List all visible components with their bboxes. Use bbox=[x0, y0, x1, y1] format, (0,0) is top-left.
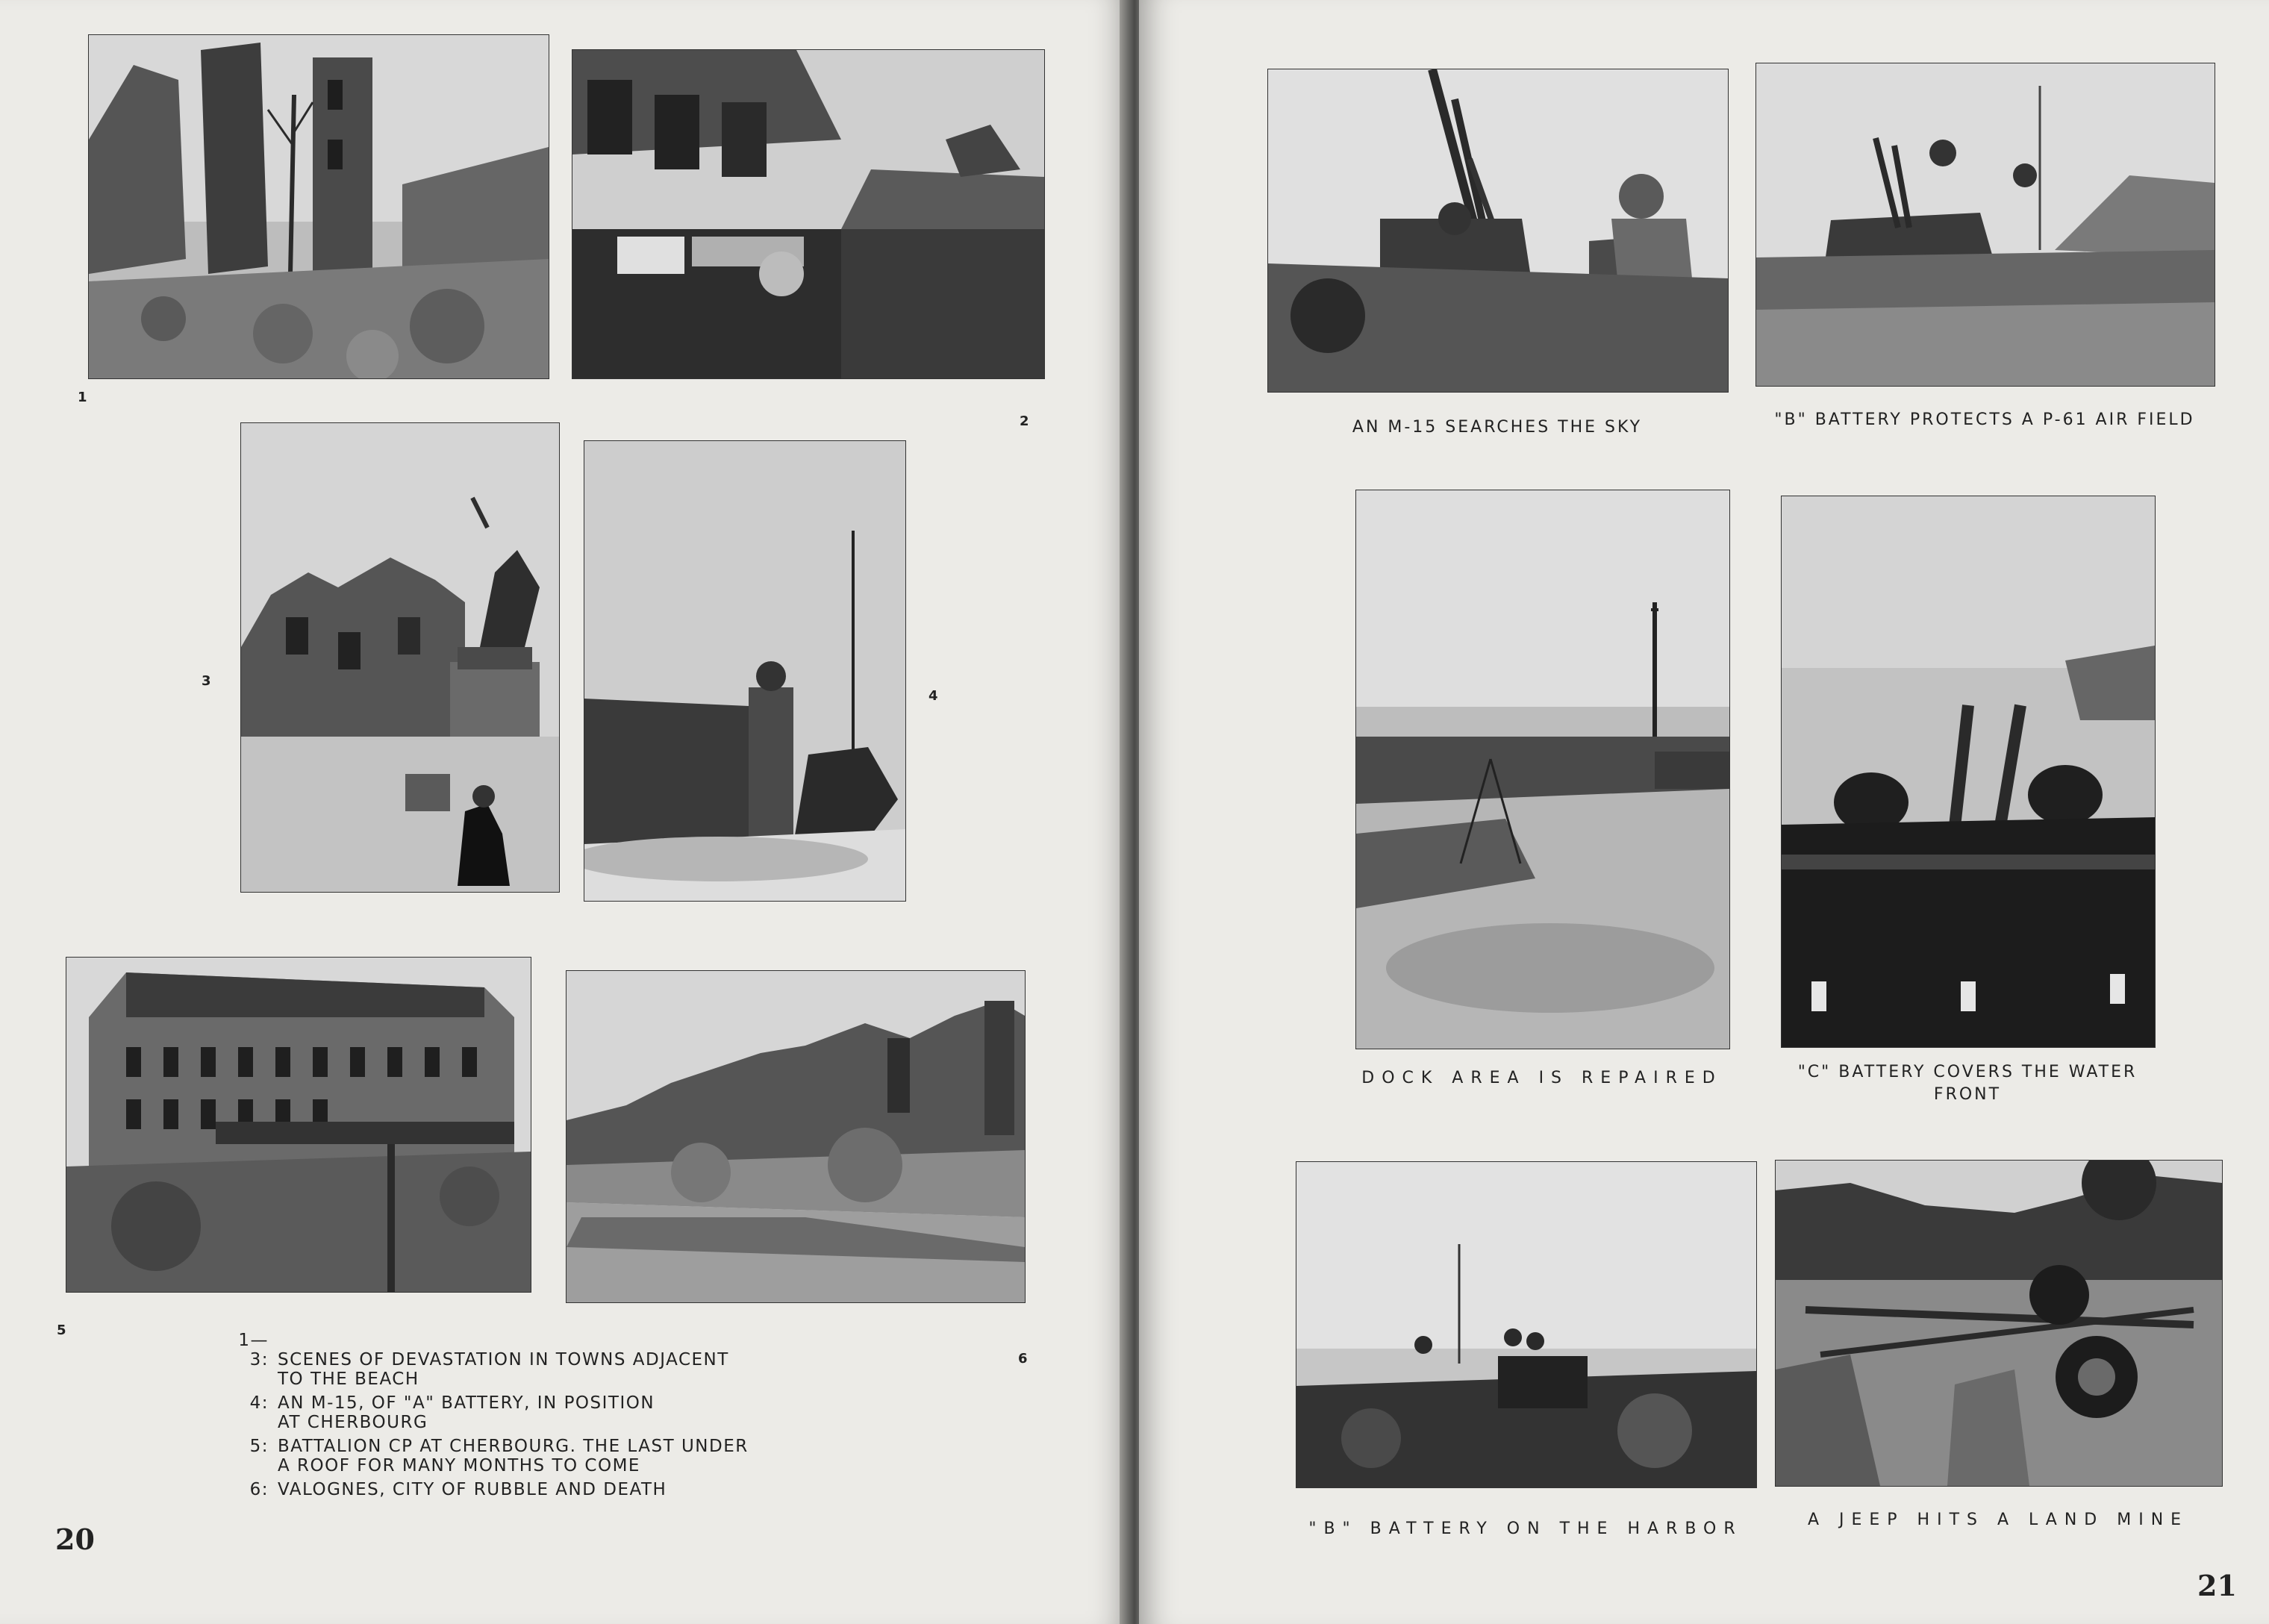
photo-dock-area bbox=[1355, 490, 1730, 1049]
photo-6-number: 6 bbox=[1018, 1351, 1028, 1367]
photo-5-number: 5 bbox=[57, 1322, 66, 1338]
legend-item: 6: VALOGNES, CITY OF RUBBLE AND DEATH bbox=[249, 1480, 667, 1499]
caption-dock-area: DOCK AREA IS REPAIRED bbox=[1361, 1069, 1723, 1087]
photo-5 bbox=[66, 957, 531, 1293]
photo-1-number: 1 bbox=[78, 390, 87, 405]
legend-item: 5: BATTALION CP AT CHERBOURG. THE LAST UNDER A ROOF FOR MANY MONTHS TO COME bbox=[249, 1437, 749, 1475]
page-number: 21 bbox=[2197, 1569, 2237, 1602]
photo-3 bbox=[240, 422, 560, 893]
legend-item: 4: AN M-15, OF "A" BATTERY, IN POSITION AT CHERBOURG bbox=[249, 1393, 655, 1432]
right-page bbox=[1139, 0, 2269, 1624]
photo-b-battery-air-field bbox=[1755, 63, 2215, 387]
caption-m15-searches-sky: AN M-15 SEARCHES THE SKY bbox=[1352, 418, 1643, 437]
caption-b-battery-air-field: "B" BATTERY PROTECTS A P-61 AIR FIELD bbox=[1774, 410, 2195, 429]
photo-6 bbox=[566, 970, 1026, 1303]
page-number: 20 bbox=[55, 1522, 95, 1556]
caption-c-battery-water-front-1: "C" BATTERY COVERS THE WATER bbox=[1797, 1063, 2138, 1081]
photo-2 bbox=[572, 49, 1045, 379]
caption-c-battery-water-front-2: FRONT bbox=[1933, 1085, 2002, 1104]
photo-m15-searches-sky bbox=[1267, 69, 1729, 393]
photo-c-battery-water-front bbox=[1781, 496, 2156, 1048]
photo-1 bbox=[88, 34, 549, 379]
caption-jeep-land-mine: A JEEP HITS A LAND MINE bbox=[1807, 1511, 2189, 1529]
photo-4-number: 4 bbox=[928, 688, 938, 704]
photo-4 bbox=[584, 440, 906, 902]
left-page bbox=[0, 0, 1129, 1624]
photo-legend bbox=[224, 1331, 896, 1504]
legend-item: 1—3: SCENES OF DEVASTATION IN TOWNS ADJACENT TO THE BEACH bbox=[238, 1331, 729, 1389]
caption-b-battery-harbor: "B" BATTERY ON THE HARBOR bbox=[1308, 1520, 1743, 1538]
photo-b-battery-harbor bbox=[1296, 1161, 1757, 1488]
photo-2-number: 2 bbox=[1020, 413, 1029, 429]
photo-3-number: 3 bbox=[202, 673, 211, 689]
photo-jeep-land-mine bbox=[1775, 1160, 2223, 1487]
